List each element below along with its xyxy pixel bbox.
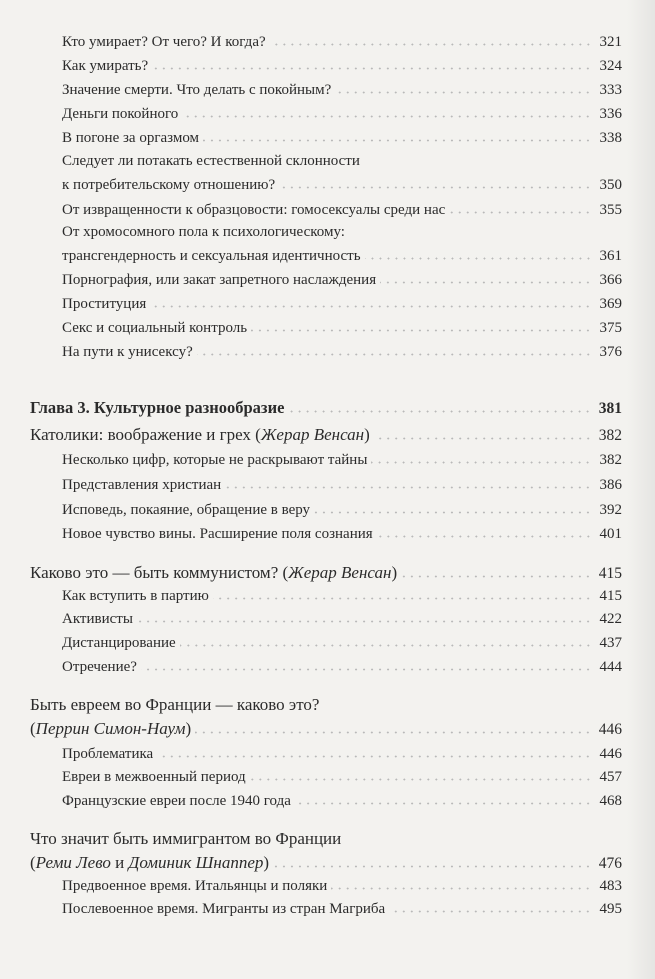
toc-entry — [62, 588, 622, 605]
page-number: 336 — [599, 106, 622, 122]
dot-leader — [371, 461, 592, 464]
page-number: 366 — [599, 272, 622, 288]
toc-entry-title — [62, 746, 153, 763]
dot-leader — [150, 305, 592, 308]
toc-entry — [62, 130, 622, 147]
toc-entry-title — [62, 320, 247, 337]
toc-entry-title — [30, 398, 284, 418]
page-number: 376 — [599, 344, 622, 360]
toc-entry-title — [62, 611, 133, 628]
toc-entry-text: Евреи в межвоенный период — [62, 769, 246, 785]
toc-entry-text: От извращенности к образцовости: гомосексуалы среди нас — [62, 202, 446, 218]
dot-leader — [180, 644, 592, 647]
toc-entry — [62, 272, 622, 289]
page-number: 375 — [599, 320, 622, 336]
author-name: Доминик Шнаппер — [128, 853, 264, 872]
toc-entry — [62, 58, 622, 75]
dot-leader — [377, 535, 592, 538]
dot-leader — [152, 67, 592, 70]
toc-entry-title — [62, 769, 246, 786]
toc-entry-first-line: От хромосомного пола к психологическому: — [62, 224, 345, 240]
toc-entry-title: (Реми Лево и Доминик Шнаппер) — [30, 853, 270, 872]
toc-entry-title — [62, 452, 367, 469]
toc-entry-text: Как вступить в партию — [62, 588, 209, 604]
dot-leader — [157, 755, 592, 758]
toc-entry-title — [62, 477, 221, 494]
page-number: 361 — [599, 248, 622, 264]
dot-leader — [213, 597, 592, 600]
toc-entry-text: Проблематика — [62, 746, 154, 762]
toc-entry-title — [62, 526, 373, 543]
toc-entry — [62, 344, 622, 361]
toc-entry-title — [62, 202, 445, 219]
toc-entry — [62, 106, 622, 123]
toc-entry — [62, 502, 622, 519]
dot-leader — [401, 575, 592, 578]
toc-entry — [62, 296, 622, 313]
toc-entry-title: Католики: воображение и грех (Жерар Венсан) — [30, 425, 370, 444]
toc-entry-text: Кто умирает? От чего? И когда? — [62, 34, 266, 50]
toc-entry-title — [62, 34, 266, 51]
toc-entry — [62, 477, 622, 494]
dot-leader — [197, 353, 592, 356]
toc-entry — [62, 34, 622, 51]
page-number: 495 — [599, 901, 622, 917]
toc-entry-text: Проституция — [62, 296, 147, 312]
section-heading — [30, 563, 622, 583]
toc-entry-text: Деньги покойного — [62, 106, 179, 122]
page-number: 401 — [599, 526, 622, 542]
toc-entry-title — [62, 58, 148, 75]
toc-entry-text: Каково это — быть коммунистом? — [30, 563, 279, 582]
toc-entry — [62, 611, 622, 628]
toc-entry-text: Послевоенное время. Мигранты из стран Магриба — [62, 901, 386, 917]
page-number: 381 — [598, 400, 622, 417]
page-number: 476 — [598, 855, 622, 872]
toc-entry-text: Глава 3. Культурное разнообразие — [30, 398, 285, 417]
toc-entry-title — [62, 635, 176, 652]
toc-entry-title: Каково это — быть коммунистом? (Жерар Венсан) — [30, 563, 398, 582]
toc-entry-text: Французские евреи после 1940 года — [62, 793, 291, 809]
toc-entry-title — [62, 130, 199, 147]
toc-entry-title — [62, 82, 331, 99]
dot-leader — [365, 257, 592, 260]
dot-leader — [449, 211, 592, 214]
chapter-heading — [30, 398, 622, 418]
page-number: 392 — [599, 502, 622, 518]
page-number: 468 — [599, 793, 622, 809]
toc-entry-title — [62, 248, 361, 265]
toc-entry-text: Дистанцирование — [62, 635, 176, 651]
page-number: 415 — [598, 565, 622, 582]
toc-entry-text: Секс и социальный контроль — [62, 320, 248, 336]
toc-entry-text: Как умирать? — [62, 58, 149, 74]
author-name: Реми Лево — [35, 853, 111, 872]
toc-entry-text: На пути к унисексу? — [62, 344, 193, 360]
page-number: 483 — [599, 878, 622, 894]
page-number: 415 — [599, 588, 622, 604]
section-heading — [30, 425, 622, 445]
toc-entry-title — [62, 793, 291, 810]
toc-entry-text: В погоне за оргазмом — [62, 130, 200, 146]
page-number: 350 — [599, 177, 622, 193]
toc-entry — [62, 202, 622, 219]
section-heading — [30, 719, 622, 739]
dot-leader — [225, 486, 592, 489]
page-number: 369 — [599, 296, 622, 312]
toc-entry — [62, 82, 622, 99]
author-name: Жерар Венсан — [260, 425, 365, 444]
page-number: 437 — [599, 635, 622, 651]
toc-entry-text: к потребительскому отношению? — [62, 177, 276, 193]
toc-entry-text: трансгендерность и сексуальная идентичность — [62, 248, 361, 264]
page-number: 321 — [599, 34, 622, 50]
toc-entry-title — [62, 296, 146, 313]
dot-leader — [137, 620, 592, 623]
toc-entry — [62, 320, 622, 337]
dot-leader — [195, 731, 592, 734]
author-joiner: и — [110, 853, 129, 872]
page-number: 446 — [598, 721, 622, 738]
toc-entry — [62, 635, 622, 652]
toc-entry-title — [62, 272, 376, 289]
toc-entry-first-line: Что значит быть иммигрантом во Франции — [30, 829, 342, 848]
dot-leader — [251, 329, 592, 332]
toc-entry-text: Представления христиан — [62, 477, 222, 493]
author-name: Перрин Симон-Наум — [35, 719, 186, 738]
toc-entry-text: Отречение? — [62, 659, 137, 675]
toc-entry — [62, 878, 622, 895]
dot-leader — [250, 778, 592, 781]
dot-leader — [141, 668, 592, 671]
toc-entry-title — [62, 901, 385, 918]
page-number: 386 — [599, 477, 622, 493]
toc-entry — [62, 901, 622, 918]
toc-entry-text: Предвоенное время. Итальянцы и поляки — [62, 878, 328, 894]
toc-entry-title — [62, 588, 209, 605]
toc-entry — [62, 793, 622, 810]
toc-entry-title — [62, 106, 178, 123]
page-number: 444 — [599, 659, 622, 675]
toc-entry-title — [62, 344, 193, 361]
page-number: 324 — [599, 58, 622, 74]
toc-entry-text: Порнография, или закат запретного наслаждения — [62, 272, 377, 288]
toc-entry-title: (Перрин Симон-Наум) — [30, 719, 192, 738]
toc-entry-text: Исповедь, покаяние, обращение в веру — [62, 502, 311, 518]
dot-leader — [182, 115, 592, 118]
toc-entry-text: Католики: воображение и грех — [30, 425, 251, 444]
dot-leader — [203, 139, 592, 142]
dot-leader — [279, 186, 592, 189]
dot-leader — [374, 437, 592, 440]
toc-entry — [62, 746, 622, 763]
dot-leader — [288, 410, 592, 413]
page-number: 446 — [599, 746, 622, 762]
page-number: 422 — [599, 611, 622, 627]
toc-entry — [62, 177, 622, 194]
dot-leader — [273, 865, 592, 868]
page-number: 333 — [599, 82, 622, 98]
author-name: Жерар Венсан — [288, 563, 392, 582]
toc-entry-first-line: Следует ли потакать естественной склонности — [62, 153, 360, 169]
dot-leader — [380, 281, 592, 284]
toc-entry-title — [62, 502, 310, 519]
toc-entry-first-line: Быть евреем во Франции — каково это? — [30, 695, 320, 714]
toc-entry — [62, 659, 622, 676]
toc-entry-title — [62, 659, 137, 676]
toc-entry — [62, 769, 622, 786]
dot-leader — [389, 910, 592, 913]
page-number: 338 — [599, 130, 622, 146]
toc-entry — [62, 248, 622, 265]
dot-leader — [331, 887, 592, 890]
dot-leader — [335, 91, 592, 94]
dot-leader — [295, 802, 592, 805]
toc-entry-text: Несколько цифр, которые не раскрывают тайны — [62, 452, 368, 468]
toc-entry-title — [62, 878, 327, 895]
toc-entry-title — [62, 177, 275, 194]
dot-leader — [270, 43, 592, 46]
toc-entry — [62, 452, 622, 469]
dot-leader — [314, 511, 592, 514]
section-heading — [30, 853, 622, 873]
page-number: 457 — [599, 769, 622, 785]
toc-entry-text: Активисты — [62, 611, 133, 627]
page-number: 382 — [598, 427, 622, 444]
page-number: 382 — [599, 452, 622, 468]
toc-entry — [62, 526, 622, 543]
toc-entry-text: Значение смерти. Что делать с покойным? — [62, 82, 332, 98]
page-number: 355 — [599, 202, 622, 218]
toc-entry-text: Новое чувство вины. Расширение поля сознания — [62, 526, 373, 542]
